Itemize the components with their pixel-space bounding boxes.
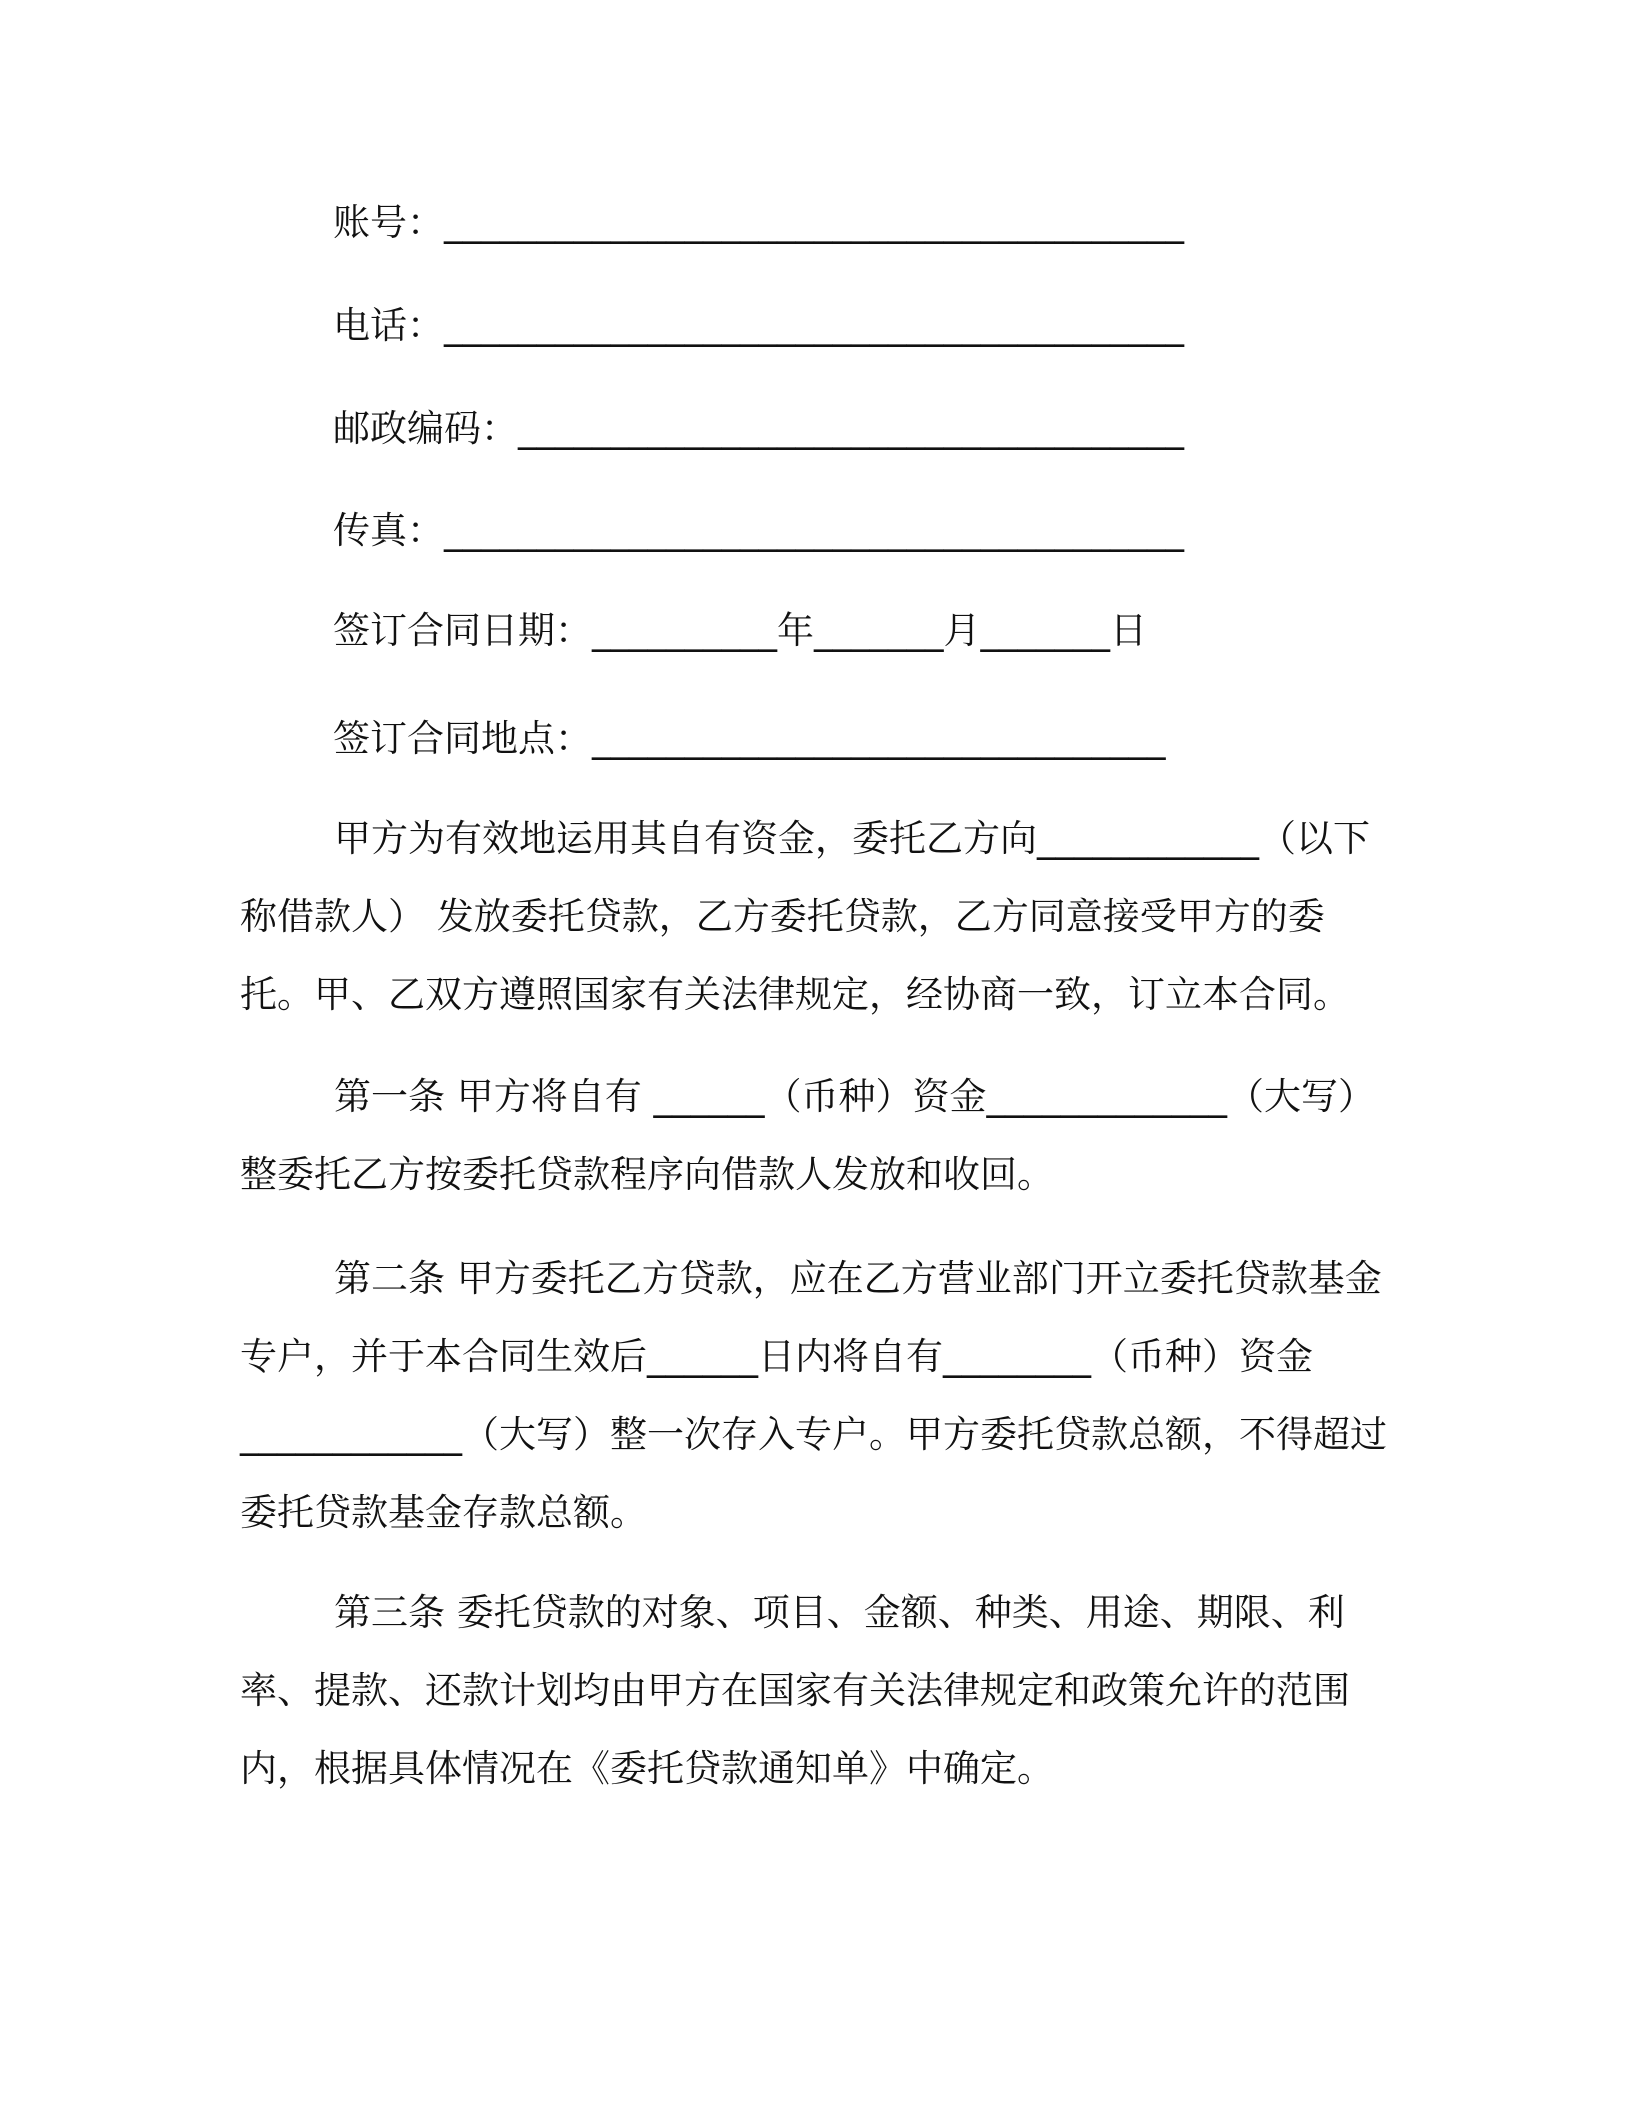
sign-place-field: 签订合同地点：_______________________________ [333,717,1166,760]
intro-paragraph: 甲方为有效地运用其自有资金，委托乙方向____________（以下称借款人） 发放委托贷款，乙方委托贷款，乙方同意接受甲方的委托。甲、乙双方遵照国家有关法律规定，经协商一致，订立本合同。 [240,817,1370,1016]
article-2-paragraph: 第二条 甲方委托乙方贷款，应在乙方营业部门开立委托贷款基金专户，并于本合同生效后______日内将自有________（币种）资金____________（大写）整一次存入专户。甲方委托贷款总额，不得超过委托贷款基金存款总额。 [240,1257,1387,1534]
account-field: 账号：________________________________________ [333,201,1184,244]
article-1-paragraph: 第一条 甲方将自有 ______（币种）资金_____________（大写）整委托乙方按委托贷款程序向借款人发放和收回。 [240,1075,1376,1196]
fax-field: 传真：________________________________________ [333,509,1184,552]
postcode-field: 邮政编码：____________________________________ [333,407,1184,450]
article-3-paragraph: 第三条 委托贷款的对象、项目、金额、种类、用途、期限、利率、提款、还款计划均由甲方在国家有关法律规定和政策允许的范围内，根据具体情况在《委托贷款通知单》中确定。 [240,1591,1350,1790]
sign-date-field: 签订合同日期：__________年_______月_______日 [333,609,1147,652]
phone-field: 电话：________________________________________ [333,304,1184,347]
